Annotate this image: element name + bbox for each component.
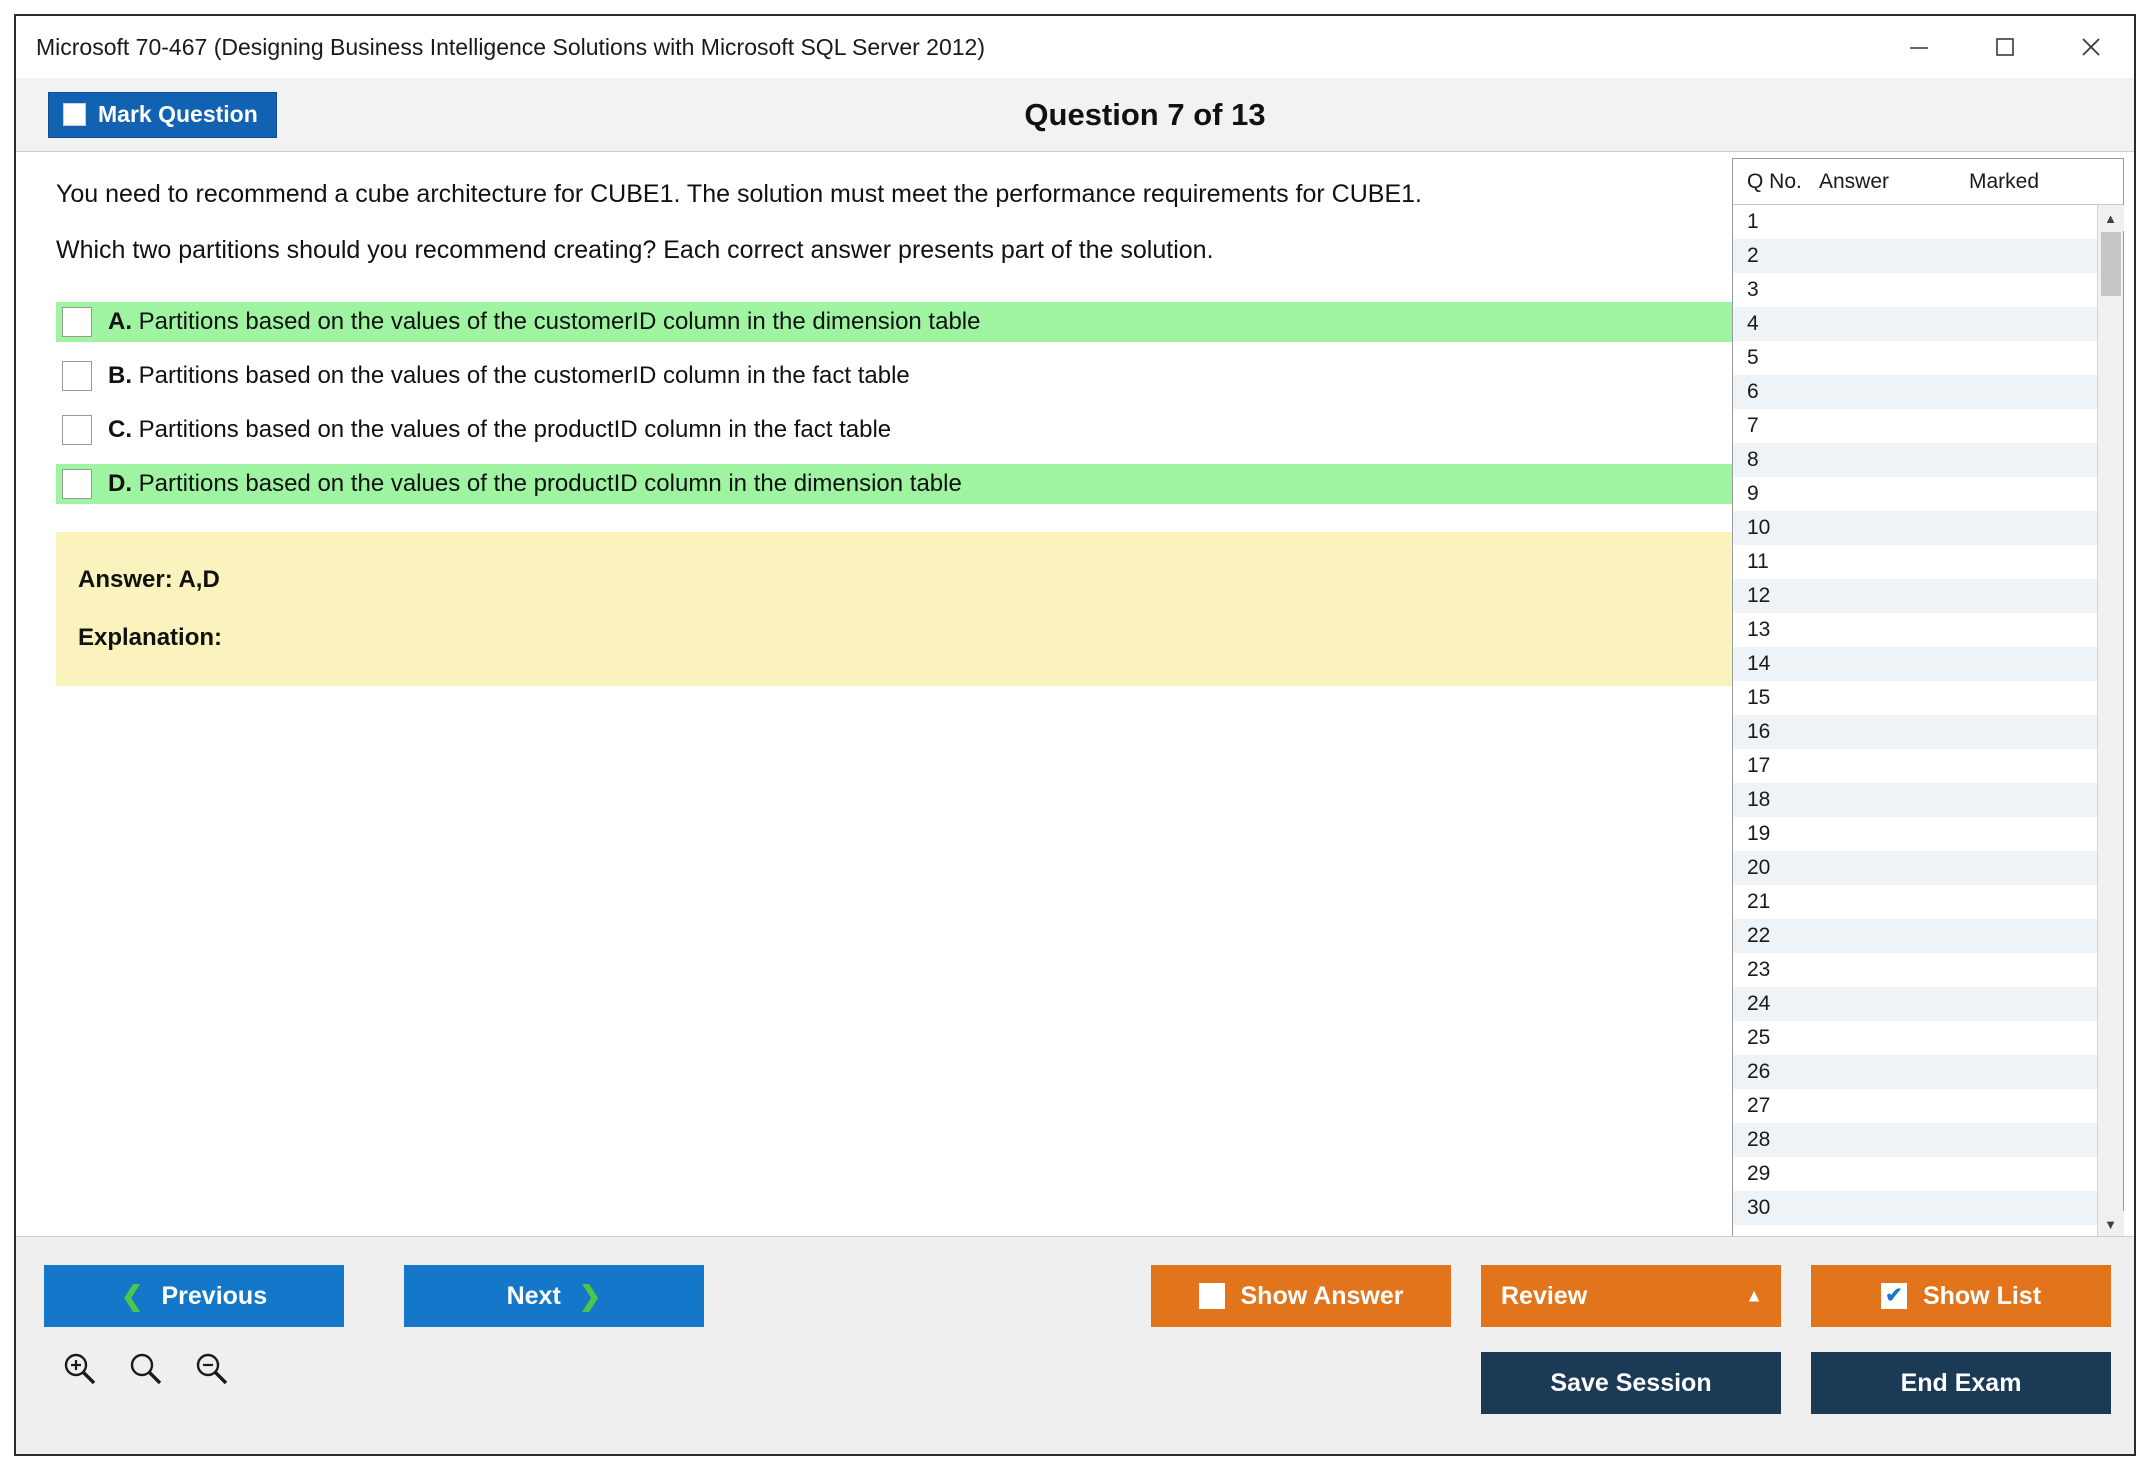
question-list-row[interactable]	[1733, 1123, 2097, 1157]
question-list-row[interactable]	[1733, 885, 2097, 919]
question-list-row-number: 22	[1747, 924, 1771, 947]
option-b-label: B. Partitions based on the values of the customerID column in the fact table	[108, 361, 910, 389]
question-list-row-number: 2	[1747, 244, 1759, 267]
question-list-row[interactable]	[1733, 273, 2097, 307]
question-list-row[interactable]	[1733, 681, 2097, 715]
question-list-row-number: 28	[1747, 1128, 1771, 1151]
question-list-row-number: 3	[1747, 278, 1759, 301]
option-c-checkbox[interactable]	[62, 415, 92, 445]
show-answer-checkbox[interactable]	[1199, 1283, 1225, 1309]
header-bar	[16, 78, 2134, 152]
question-list-row-number: 29	[1747, 1162, 1771, 1185]
question-list-row[interactable]	[1733, 715, 2097, 749]
question-list-row-number: 9	[1747, 482, 1759, 505]
question-list-row-number: 17	[1747, 754, 1771, 777]
question-list-row[interactable]	[1733, 987, 2097, 1021]
question-list-row[interactable]	[1733, 613, 2097, 647]
question-list-row-number: 8	[1747, 448, 1759, 471]
option-a-checkbox[interactable]	[62, 307, 92, 337]
option-b[interactable]	[56, 356, 1736, 396]
answer-line: Answer: A,D	[78, 565, 220, 593]
next-button[interactable]	[404, 1265, 704, 1327]
question-list-rows[interactable]	[1733, 205, 2097, 1237]
question-list-row[interactable]	[1733, 545, 2097, 579]
question-list-row-number: 23	[1747, 958, 1771, 981]
question-list-row-number: 30	[1747, 1196, 1771, 1219]
question-list-row-number: 15	[1747, 686, 1771, 709]
question-list-row-number: 10	[1747, 516, 1771, 539]
review-dropdown[interactable]	[1481, 1265, 1781, 1327]
question-list-row-number: 25	[1747, 1026, 1771, 1049]
explanation-line: Explanation:	[78, 623, 223, 651]
question-list-row-number: 11	[1747, 550, 1769, 573]
option-d-label: D. Partitions based on the values of the productID column in the dimension table	[108, 469, 962, 497]
next-label: Next	[506, 1281, 561, 1310]
question-list-row[interactable]	[1733, 749, 2097, 783]
question-list-row[interactable]	[1733, 817, 2097, 851]
option-a[interactable]	[56, 302, 1736, 342]
chevron-right-icon: ❯	[578, 1280, 602, 1311]
question-list-header	[1733, 159, 2123, 205]
option-c-label: C. Partitions based on the values of the productID column in the fact table	[108, 415, 892, 443]
question-list-row[interactable]	[1733, 375, 2097, 409]
mark-question-label: Mark Question	[98, 101, 258, 127]
question-counter: Question 7 of 13	[1024, 96, 1266, 132]
option-c[interactable]	[56, 410, 1736, 450]
question-list-row-number: 26	[1747, 1060, 1771, 1083]
col-header-answer: Answer	[1819, 169, 1890, 193]
option-d[interactable]	[56, 464, 1736, 504]
question-list-row[interactable]	[1733, 477, 2097, 511]
show-answer-label: Show Answer	[1240, 1281, 1404, 1310]
question-list-row-number: 14	[1747, 652, 1771, 675]
option-d-checkbox[interactable]	[62, 469, 92, 499]
previous-button[interactable]	[44, 1265, 344, 1327]
zoom-controls	[60, 1349, 230, 1387]
question-paragraph-1: You need to recommend a cube architecture for CUBE1. The solution must meet the performance requirements for CUBE1.	[56, 180, 1422, 208]
minimize-icon[interactable]	[1876, 18, 1962, 76]
question-list-body	[1733, 205, 2123, 1237]
question-list-row[interactable]	[1733, 783, 2097, 817]
question-list-row-number: 19	[1747, 822, 1771, 845]
question-list-row-number: 7	[1747, 414, 1759, 437]
zoom-reset-icon[interactable]	[126, 1349, 164, 1387]
save-session-label: Save Session	[1550, 1368, 1712, 1397]
question-list-row[interactable]	[1733, 1089, 2097, 1123]
maximize-icon[interactable]	[1962, 18, 2048, 76]
question-list-row-number: 1	[1747, 210, 1759, 233]
question-list-row[interactable]	[1733, 647, 2097, 681]
col-header-qno: Q No.	[1747, 169, 1802, 193]
col-header-marked: Marked	[1969, 169, 2040, 193]
question-list-row[interactable]	[1733, 409, 2097, 443]
show-answer-button[interactable]	[1151, 1265, 1451, 1327]
question-list-row[interactable]	[1733, 1191, 2097, 1225]
question-list-row-number: 13	[1747, 618, 1771, 641]
end-exam-label: End Exam	[1900, 1368, 2022, 1397]
question-list-row[interactable]	[1733, 1157, 2097, 1191]
question-list-row[interactable]	[1733, 239, 2097, 273]
close-icon[interactable]	[2048, 18, 2134, 76]
zoom-in-icon[interactable]	[60, 1349, 98, 1387]
mark-question-button[interactable]	[48, 92, 277, 138]
question-list-row-number: 21	[1747, 890, 1771, 913]
scrollbar-thumb[interactable]	[2101, 232, 2121, 296]
chevron-left-icon: ❮	[120, 1280, 144, 1311]
zoom-out-icon[interactable]	[192, 1349, 230, 1387]
question-list-row-number: 4	[1747, 312, 1759, 335]
question-list-scrollbar[interactable]	[2097, 205, 2123, 1237]
window-title: Microsoft 70-467 (Designing Business Intelligence Solutions with Microsoft SQL Server 2012)	[36, 33, 985, 60]
title-bar	[16, 16, 2134, 78]
question-list-row-number: 20	[1747, 856, 1771, 879]
question-list-row[interactable]	[1733, 579, 2097, 613]
option-b-checkbox[interactable]	[62, 361, 92, 391]
end-exam-button[interactable]	[1811, 1352, 2111, 1414]
question-list-row[interactable]	[1733, 341, 2097, 375]
question-list-row-number: 16	[1747, 720, 1771, 743]
show-list-label: Show List	[1922, 1281, 2042, 1310]
mark-question-checkbox[interactable]	[63, 103, 86, 126]
question-list-row-number: 24	[1747, 992, 1771, 1015]
body	[16, 152, 2134, 1236]
question-list-row[interactable]	[1733, 851, 2097, 885]
previous-label: Previous	[161, 1281, 268, 1310]
question-list-row-number: 5	[1747, 346, 1759, 369]
answer-options	[56, 302, 1736, 504]
scroll-up-icon[interactable]: ▲	[2098, 205, 2124, 231]
question-list-row[interactable]	[1733, 953, 2097, 987]
question-list-row[interactable]	[1733, 205, 2097, 239]
question-list-row[interactable]	[1733, 511, 2097, 545]
review-label: Review	[1501, 1281, 1588, 1310]
footer-toolbar	[16, 1236, 2134, 1454]
scroll-down-icon[interactable]: ▼	[2098, 1211, 2124, 1237]
question-list-row[interactable]	[1733, 1021, 2097, 1055]
question-list-row-number: 27	[1747, 1094, 1771, 1117]
option-a-label: A. Partitions based on the values of the customerID column in the dimension table	[108, 307, 981, 335]
show-list-checkbox[interactable]: ✔	[1881, 1283, 1907, 1309]
question-list-row[interactable]	[1733, 307, 2097, 341]
answer-explanation-box	[56, 532, 1736, 686]
exam-window	[14, 14, 2136, 1456]
question-list-row[interactable]	[1733, 1055, 2097, 1089]
question-list-panel	[1732, 158, 2124, 1238]
chevron-up-icon: ▲	[1745, 1285, 1763, 1306]
save-session-button[interactable]	[1481, 1352, 1781, 1414]
show-list-button[interactable]	[1811, 1265, 2111, 1327]
question-list-row-number: 18	[1747, 788, 1771, 811]
question-paragraph-2: Which two partitions should you recommend creating? Each correct answer presents part of the solution.	[56, 235, 1214, 264]
question-list-row[interactable]	[1733, 443, 2097, 477]
question-list-row-number: 6	[1747, 380, 1759, 403]
question-list-row[interactable]	[1733, 919, 2097, 953]
question-list-row-number: 12	[1747, 584, 1771, 607]
